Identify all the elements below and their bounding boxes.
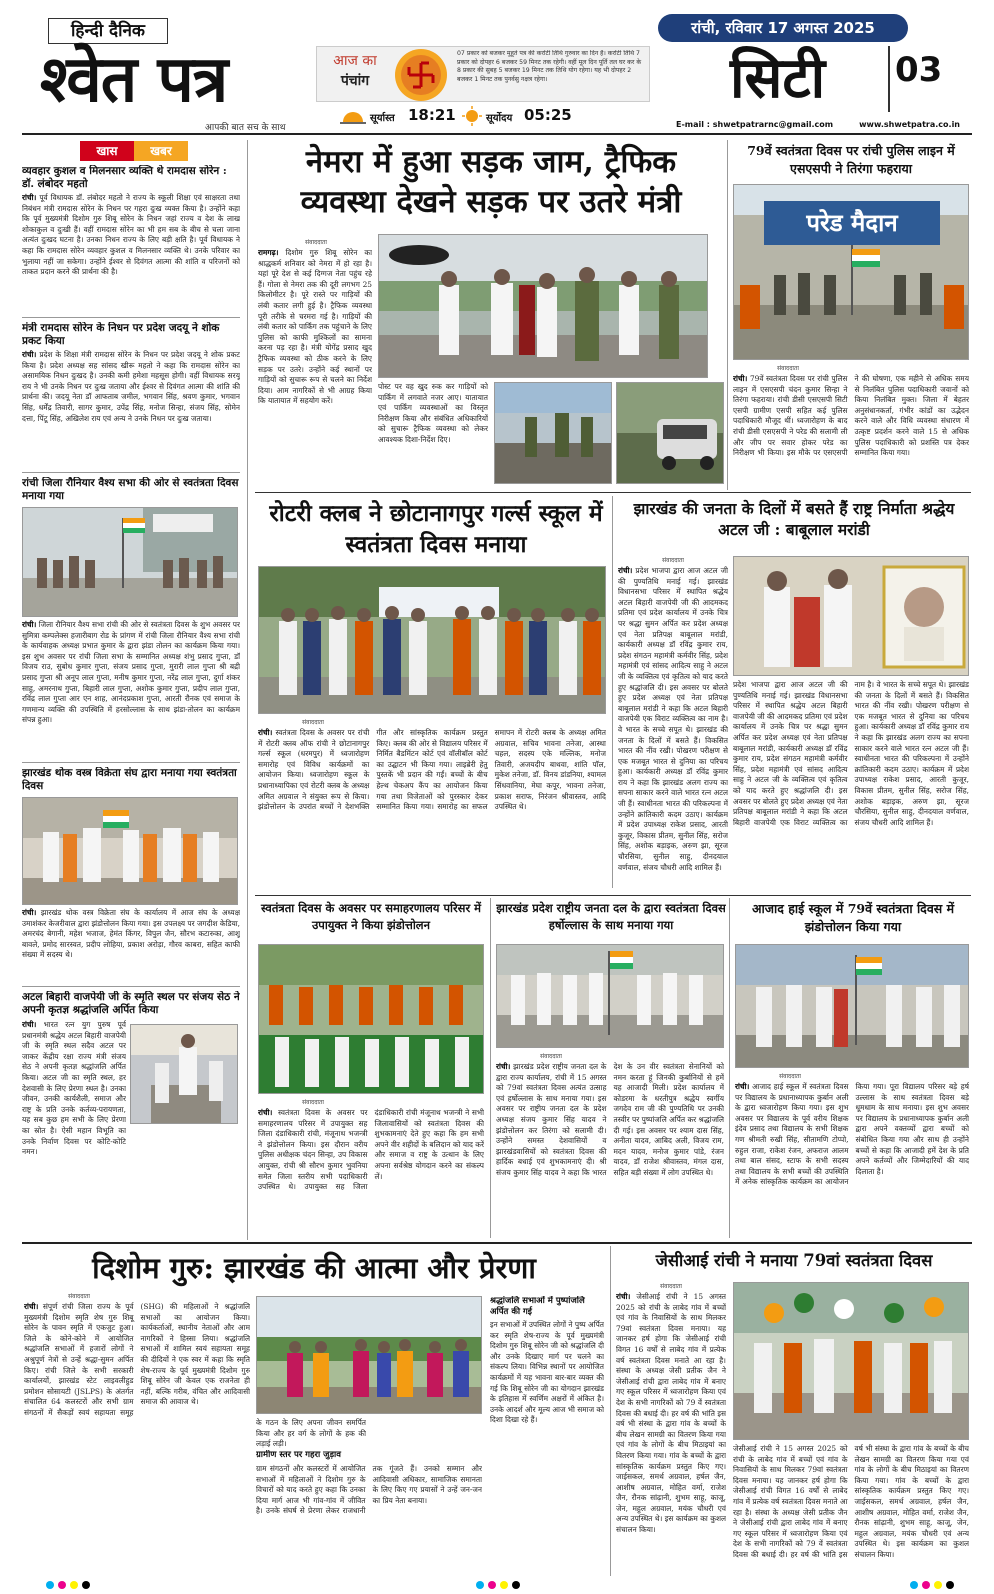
jci-dateline: रांची। bbox=[616, 1292, 631, 1301]
story-4-photo bbox=[22, 797, 238, 905]
dishom-text-4: इन सभाओं में उपस्थित लोगों ने पुष्प अर्पित कर स्मृति शेष-राज्य के पूर्व मुख्यमंत्री दिशोम गुरु शिबू सोरेन जी को श्रद्धांजलि दी और उनके दिखाए मार्ग पर चलने का संकल्प लिया। विभिन्न स्थानों पर आयोजित कार्यक्रमों में यह भावना बार-बार व्यक्त की गई कि शिबू सोरेन जी का योगदान झारखंड के इतिहास में स्वर्णिम अक्षरों में अंकित है। उनके आदर्श और मूल्य आज भी समाज को दिशा दिखा रहे हैं। bbox=[490, 1320, 604, 1425]
police-body bbox=[733, 374, 969, 484]
story-3-photo bbox=[22, 507, 238, 617]
section-name: सिटी bbox=[730, 46, 826, 111]
date-line: रांची, रविवार 17 अगस्त 2025 bbox=[658, 14, 908, 42]
samaharnalay-byline: संवाददाता bbox=[302, 1099, 324, 1106]
lead-photo-2 bbox=[494, 382, 612, 484]
story-4-body bbox=[22, 908, 240, 982]
lead-byline: संवाददाता bbox=[305, 239, 327, 246]
rjd-body bbox=[496, 1062, 724, 1234]
story-2-title: मंत्री रामदास सोरेन के निधन पर प्रदेश जदयू ने शोक प्रकट किया bbox=[22, 322, 220, 347]
mid-divider-2 bbox=[612, 496, 613, 888]
lead-title: नेमरा में हुआ सड़क जाम, ट्रैफिक व्यवस्था देखने सड़क पर उतरे मंत्री bbox=[300, 144, 682, 220]
dishom-byline: संवाददाता bbox=[68, 1293, 90, 1300]
story-3-text: जिला रौनियार वैश्य सभा रांची की ओर से स्वतंत्रता दिवस के शुभ अवसर पर सुमित्रा कम्पलेक्स हजारीबाग रोड के प्रांगण में रांची जिला रौनियार वैश्य सभा रांची के कार्यवाहक अध्यक्ष प्रभात कुमार के द्वारा झंडा तोलन का कार्यक्रम किया गया। इस शुभ अवसर पर रांची जिला सभा के सम्मानित अध्यक्ष शंभु प्रसाद गुप्ता, डॉ विजय राउ, सुबोध कुमार गुप्ता, संजय प्रसाद गुप्ता, मुरारी लाल गुप्ता श्री बद्री प्रसाद गुप्ता श्री अनूप लाल गुप्ता, मनीष कुमार गुप्ता, नरेंद्र लाल गुप्ता, दुर्गा शंकर साहु, अमरनाथ गुप्ता, बिहारी लाल गुप्ता, अशोक कुमार गुप्ता, प्रदीप लाल गुप्ता, रविंद्र लाल गुप्ता आर एन शाह, आनंदप्रकाश गुप्ता, आरती रौनक एवं समाज के गणमान्य व्यक्ति की उपस्थिति में हरसोल्लास के साथ झंडा-तोलन का कार्यक्रम संपन्न हुआ। bbox=[22, 620, 240, 725]
atal-dateline: रांची। bbox=[618, 566, 633, 575]
story-5-text: भारत रत्न युग पुरुष पूर्व प्रधानमंत्री श्रद्धेय अटल बिहारी वाजपेयी जी के स्मृति स्थल सदैव अटल पर जाकर केंद्रीय रक्षा राज्य मंत्री संजय सेठ ने अपनी कृतज्ञ श्रद्धांजलि अर्पित किया। अटल जी का स्मृति स्थल, हर देशवासी के लिए प्रेरणा स्थल है। उनका जीवन, उनकी कार्यशैली, समाज और राष्ट्र के प्रति उनके कर्तव्य-परायणता, यह सब कुछ हम सभी के लिए प्रेरणा का स्रोत है। ऐसी महान विभूति का उनके निर्वाण दिवस पर कोटि-कोटि नमन। bbox=[22, 1020, 126, 1157]
khas-label: खास bbox=[80, 141, 134, 161]
sunrise-label: सूर्योदय bbox=[486, 113, 513, 124]
jci-byline: संवाददाता bbox=[660, 1283, 682, 1290]
masthead bbox=[0, 0, 994, 140]
story-5-photo bbox=[130, 1024, 238, 1124]
azad-text: आजाद हाई स्कूल में स्वतंत्रता दिवस पर विद्यालय के प्रधानाध्यापक कुर्बान अली के द्वारा ध्वजारोहण किया गया। इस शुभ अवसर पर विद्यालय के पूर्व वरीय शिक्षक इंदेव प्रसाद तथा विद्यालय के सभी शिक्षक गण श्रीमती रुखी सिंह, सीतामणि टोप्पो, रुहुल राजा, राकेश रंजन, अफराज आलम तथा बाल संसद, स्टाफ के सभी सदस्य तथा विद्यालय के सभी बच्चों की उपस्थिति में अनेक सांस्कृतिक कार्यक्रम का आयोजन किया गया। पूरा विद्यालय परिसर बड़े हर्ष उल्लास के साथ स्वतंत्रता दिवस बड़े धूमधाम के साथ मनाया। इस शुभ अवसर पर विद्यालय के प्रधानाध्यापक कुर्बान अली द्वारा अपने वक्तव्यों द्वारा बच्चों को संबोधित किया गया और साथ ही उन्होंने बच्चों से कहा कि आजादी हमें देश के प्रति अपने कर्तव्यों और जिम्मेदारियों की याद दिलाता है। bbox=[735, 1082, 969, 1187]
story-1-text: पूर्व विधायक डॉ. लंबोदर महतो ने राज्य के स्कूली शिक्षा एवं साक्षरता तथा निबंधन मंत्री रामदास सोरेन के निधन पर गहरा दुःख व्यक्त किया है। उन्होंने कहा कि पूर्व मुख्यमंत्री दिशोम गुरु शिबू सोरेन के निधन जहां राज्य व देश के लाख शोकाकुल व दुःखी हैं। वहीं रामदास सोरेन का भी हम सब के बीच से चला जाना अत्यंत दुःखद घटना है। उनका निधन राज्य के लिए बड़ी क्षति है। पूर्व विधायक ने कहा कि रामदास सोरेन व्यवहार कुशल व मिलनसार व्यक्ति थे। उनके परिवार का भुलाया नहीं जा सकेगा। उन्होंने ईश्वर से दिवंगत आत्मा की शांति व परिजनों को ताकत प्रदान करने की प्रार्थना की है। bbox=[22, 193, 240, 277]
rotary-body bbox=[258, 728, 606, 888]
lead-text-1: दिशोम गुरु शिबू सोरेन का श्राद्धकर्म शनिवार को नेमरा में हो रहा है। यहां पूरे देश से कई दिग्गज नेता पहुंच रहे हैं। गोला से नेमरा तक की दूरी लगभग 25 किलोमीटर है। पूरे रास्ते पर गाड़ियों की लंबी कतार लगी हुई है। ट्रैफिक व्यवस्था पूरी तरीके से चरमरा गई है। गाड़ियों की लंबी कतार को पार्किंग तक पहुंचाने के लिए पुलिस को काफी मुश्किलों का सामना करना पड़ रहा है। मंत्री योगेंद्र प्रसाद खुद ट्रैफिक व्यवस्था को ठीक करने के लिए सड़क पर उतरे। उन्होंने कई स्थानों पर गाड़ियों को सुचारू रूप से चलने का निर्देश दिया। आम नागरिकों से भी आग्रह किया कि यातायात में सहयोग करें। bbox=[258, 248, 372, 406]
story-2-body bbox=[22, 350, 240, 468]
paper-label: हिन्दी दैनिक bbox=[48, 18, 168, 44]
center-right-divider bbox=[727, 140, 728, 490]
dishom-photo bbox=[256, 1296, 482, 1414]
mid-divider-4 bbox=[729, 898, 730, 1238]
dishom-text-2: के गठन के लिए अपना जीवन समर्पित किया और हर वर्ग के लोगों के हक की लड़ाई लड़ी। bbox=[256, 1418, 366, 1448]
registration-marks bbox=[40, 1580, 960, 1590]
dishom-title: दिशोम गुरु: झारखंड की आत्मा और प्रेरणा bbox=[92, 1251, 536, 1285]
rotary-dateline: रांची। bbox=[258, 728, 273, 737]
atal-body bbox=[618, 566, 728, 888]
page-divider bbox=[888, 46, 890, 112]
sunrise-time: 05:25 bbox=[524, 106, 572, 124]
paper-tagline: आपकी बात सच के साथ bbox=[205, 123, 286, 133]
azad-byline: संवाददाता bbox=[779, 1073, 801, 1080]
jci-body bbox=[616, 1292, 726, 1576]
story-4-dateline: रांची। bbox=[22, 908, 37, 917]
rjd-dateline: रांची। bbox=[496, 1062, 511, 1071]
rjd-photo bbox=[496, 944, 724, 1048]
jci-title: जेसीआई रांची ने मनाया 79वां स्वतंत्रता दिवस bbox=[655, 1251, 933, 1270]
rotary-byline: संवाददाता bbox=[302, 719, 324, 726]
atal-photo bbox=[733, 556, 969, 676]
story-1-body bbox=[22, 193, 240, 313]
lead-text-2: पोस्ट पर वह खुद रुक कर गाड़ियों को पार्किंग में लगवाते नजर आए। यातायात एवं पार्किंग व्यवस्थाओं का विस्तृत निरीक्षण किया और संबंधित अधिकारियों को सुचारू ट्रैफिक व्यवस्था को लेकर आवश्यक दिशा-निर्देश दिए। bbox=[378, 382, 488, 444]
mid-rule-2 bbox=[255, 895, 971, 896]
masthead-rule bbox=[22, 133, 972, 135]
atal-byline: संवाददाता bbox=[662, 557, 684, 564]
left-column-divider bbox=[247, 140, 248, 1240]
story-4-title: झारखंड थोक वस्त्र विक्रेता संघ द्वारा मनाया गया स्वतंत्रता दिवस bbox=[22, 767, 237, 792]
azad-dateline: रांची। bbox=[735, 1082, 750, 1091]
azad-title: आजाद हाई स्कूल में 79वें स्वतंत्रता दिवस में झंडोत्तोलन किया गया bbox=[751, 901, 955, 934]
story-4-text: झारखंड थोक वस्त्र विक्रेता संघ के कार्यालय में आज संघ के अध्यक्ष उमाशंकर केजरीवाल द्वारा झंडोत्तोलन किया गया। इस उपलक्ष्य पर जगदीश केडिया, अमरचंद बेगानी, महेश भजाज, हेमंत किंगर, विपुल जैन, सौरभ कटारुका, आशू बावले, प्रमोद सारस्वत, प्रदीप लोहिया, प्रकाश अरोड़ा, गौरव काबरा, सहित काफी संख्या में सदस्य थे। bbox=[22, 908, 240, 960]
jci-text-cont: जेसीआई रांची ने 15 अगस्त 2025 को रांची के लाबेद गांव में बच्चों एवं गांव के निवासियों के साथ मिलकर 79वां स्वतंत्रता दिवस मनाया। यह जानकर हर्ष होगा कि जेसीआई रांची विगत 16 वर्षों से लाबेद गांव में प्रत्येक वर्ष स्वतंत्रता दिवस मनाते आ रहा है। संस्था के अध्यक्ष जेसी प्रतीक जैन ने जेसीआई रांची द्वारा लाबेद गांव में बनाए गए स्कूल परिसर में ध्वजारोहण किया एवं देश के सभी नागरिकों को 79 वें स्वतंत्रता दिवस की बधाई दी। हर वर्ष की भांति इस वर्ष भी संस्था के द्वारा गांव के बच्चों के बीच लेखन सामग्री का वितरण किया गया एवं गांव के लोगों के बीच मिठाइयां का वितरण किया गया। गांव के बच्चों के द्वारा सांस्कृतिक कार्यक्रम प्रस्तुत किए गए। जाईसकल, समर्थ अग्रवाल, हर्षल जैन, आशीष अग्रवाल, मोहित वर्मा, राजेश जैन, रौनक सांढ़ानी, शुभम साहू, काजू, जेन, महुल अग्रवाल, मयंक चौधरी एवं अन्य उपस्थित थे। इस कार्यक्रम का कुशल संचालन किया। bbox=[733, 1444, 969, 1559]
story-5-dateline: रांची। bbox=[22, 1020, 37, 1029]
story-3-dateline: रांची। bbox=[22, 620, 37, 629]
story-2-dateline: रांची। bbox=[22, 350, 37, 359]
dishom-text-3: ग्राम संगठनों और कलस्टरों में आयोजित सभाओं में महिलाओं ने दिशोम गुरु के विचारों को याद करते हुए कहा कि उनका दिया मार्ग आज भी गांव-गांव में जीवित है। उनके संघर्ष से प्रेरणा लेकर राजधानी तक गूंजते हैं। उनको सम्मान और आदिवासी अधिकार, सामाजिक समानता के लिए किए गए प्रयासों ने उन्हें जन-जन का प्रिय नेता बनाया। bbox=[256, 1464, 482, 1516]
website: www.shwetpatra.co.in bbox=[859, 120, 960, 129]
dishom-body-4 bbox=[490, 1320, 604, 1576]
panchang-label-1: आज का bbox=[333, 53, 377, 69]
police-photo bbox=[733, 184, 969, 360]
samaharnalay-dateline: रांची। bbox=[258, 1108, 273, 1117]
email: E-mail : shwetpatrarnc@gmail.com bbox=[676, 120, 834, 129]
story-5-body bbox=[22, 1020, 126, 1170]
panchang-text: 07 प्रकार को बजकर मुहूर्त पत्र की करोंटी तिथि गुरुवार का दिन है। करोंटी तिथि 7 प्रकार को दोपहर 6 बजकर 59 मिनट तक रहेगी। वहीं मूल दिन पूर्ति तल घर कर के 8 प्रकार की सुबह 5 बजकर 19 मिनट तक तिथि योग रहेगा। यह भी दोपहर 2 बजकर 1 मिनट तक पुनर्वसु नक्षत्र रहेगा। bbox=[457, 50, 642, 83]
lead-photo-3 bbox=[616, 382, 724, 484]
story-2-text: प्रदेश के शिक्षा मंत्री रामदास सोरेन के निधन पर प्रदेश जदयू ने शोक प्रकट किया है। प्रदेश अध्यक्ष सह सांसद खीरू महतो ने कहा कि रामदास सोरेन का असामयिक निधन दुःखद है। उनकी कमी हमेशा महसूस होगी। वहीं विधायक सरयू राय ने भी उनके निधन पर दुःख जताया और ईश्वर से दिवंगत आत्मा की शांति की प्रार्थना की। जदयू नेता डॉ आफताब जमील, भगवान सिंह, श्रवण कुमार, भगवान सिंह, धर्मेंद्र तिवारी, सागर कुमार, उपेंद्र सिंह, मनोज सिन्हा, संजय सिंह, सोमेन दत्ता, पिंटू सिंह, अखिलेश राय एवं अन्य ने उनके निधन पर दुःख जताया। bbox=[22, 350, 240, 423]
dishom-subhead: ग्रामीण स्तर पर गहरा जुड़ाव bbox=[256, 1450, 341, 1460]
paper-name: श्वेत पत्र bbox=[40, 43, 228, 117]
jci-text: जेसीआई रांची ने 15 अगस्त 2025 को रांची के लाबेद गांव में बच्चों एवं गांव के निवासियों के साथ मिलकर 79वां स्वतंत्रता दिवस मनाया। यह जानकर हर्ष होगा कि जेसीआई रांची विगत 16 वर्षों से लाबेद गांव में प्रत्येक वर्ष स्वतंत्रता दिवस मनाते आ रहा है। संस्था के अध्यक्ष जेसी प्रतीक जैन ने जेसीआई रांची द्वारा लाबेद गांव में बनाए गए स्कूल परिसर में ध्वजारोहण किया एवं देश के सभी नागरिकों को 79 वें स्वतंत्रता दिवस की बधाई दी। हर वर्ष की भांति इस वर्ष भी संस्था के द्वारा गांव के बच्चों के बीच लेखन सामग्री का वितरण किया गया एवं गांव के लोगों के बीच मिठाइयां का वितरण किया गया। गांव के बच्चों के द्वारा सांस्कृतिक कार्यक्रम प्रस्तुत किए गए। जाईसकल, समर्थ अग्रवाल, हर्षल जैन, आशीष अग्रवाल, मोहित वर्मा, राजेश जैन, रौनक सांढ़ानी, शुभम साहू, काजू, जेन, महुल अग्रवाल, मयंक चौधरी एवं अन्य उपस्थित थे। इस कार्यक्रम का कुशल संचालन किया। bbox=[616, 1292, 726, 1535]
rjd-title: झारखंड प्रदेश राष्ट्रीय जनता दल के द्वारा स्वतंत्रता दिवस हर्षोल्लास के साथ मनाया गया bbox=[496, 901, 726, 932]
bottom-divider bbox=[610, 1246, 611, 1576]
lead-dateline: रामगढ़। bbox=[258, 248, 279, 257]
page-number: 03 bbox=[895, 50, 943, 90]
dishom-text-1: संपूर्ण रांची जिला राज्य के पूर्व मुख्यमंत्री दिशोम स्मृति शेष गुरु शिबू सोरेन के पावन स्मृति में एकजुट हुआ। जिले के कोने-कोने में आयोजित श्रद्धांजलि सभाओं में हजारों लोगों ने अश्रुपूर्ण नेत्रों से उन्हें श्रद्धा-सुमन अर्पित किए। रांची जिले के सभी सरकारी कार्यालयों, झारखंड स्टेट लाइवलीहुड प्रमोशन सोसायटी (JSLPS) के अंतर्गत संचालित 64 कलस्टरों और सभी ग्राम संगठनों में सैकड़ों स्वयं सहायता समूह (SHG) की महिलाओं ने श्रद्धांजलि सभाओं का आयोजन किया। कार्यकर्ताओं, स्थानीय नेताओं और आम नागरिकों ने हिस्सा लिया। श्रद्धांजलि सभाओं में शामिल स्वयं सहायता समूह की दीदियों ने एक स्वर में कहा कि स्मृति शेष-राज्य के पूर्व मुख्यमंत्री दिशोम गुरु शिबू सोरेन जी केवल एक राजनेता ही नहीं, बल्कि गरीब, वंचित और आदिवासी समाज की आवाज थे। bbox=[24, 1302, 250, 1417]
samaharnalay-title: स्वतंत्रता दिवस के अवसर पर समाहरणालय परिसर में उपायुक्त ने किया झंडोत्तोलन bbox=[260, 901, 482, 932]
samaharnalay-photo bbox=[258, 944, 484, 1094]
sunset-label: सूर्यास्त bbox=[370, 113, 395, 124]
story-1-title: व्यवहार कुशल व मिलनसार व्यक्ति थे रामदास सोरेन : डॉ. लंबोदर महतो bbox=[22, 165, 227, 190]
azad-body bbox=[735, 1082, 969, 1234]
police-title: 79वें स्वतंत्रता दिवस पर रांची पुलिस लाइन में एसएसपी ने तिरंगा फहराया bbox=[747, 143, 955, 176]
jci-body-continued bbox=[733, 1444, 969, 1576]
dishom-body-1 bbox=[24, 1302, 250, 1576]
samaharnalay-text: स्वतंत्रता दिवस के अवसर पर समाहरणालय परिसर में उपायुक्त सह जिला दंडाधिकारी रांची, मंजूनाथ भजन्त्री ने झंडोत्तोलन किया। इस दौरान वरीय पुलिस अधीक्षक चंदन सिन्हा, उप विकास आयुक्त, रांची श्री सौरभ कुमार भुवनिया समेत जिला स्तरीय सभी पदाधिकारी उपस्थित थे। उपायुक्त सह जिला दंडाधिकारी रांची मंजूनाथ भजन्त्री ने सभी जिलावासियों को स्वतंत्रता दिवस की शुभकामनाएं देते हुए कहा कि हम सभी अपने वीर शहीदों के बलिदान को याद करें और समाज व राष्ट्र के उत्थान के लिए अपना सर्वश्रेष्ठ योगदान करने का संकल्प लें। bbox=[258, 1108, 484, 1192]
rotary-photo bbox=[258, 566, 606, 714]
lead-body-col1 bbox=[258, 248, 372, 484]
dishom-body-3 bbox=[256, 1464, 482, 1576]
police-banner-text: परेड मैदान bbox=[806, 209, 898, 237]
mid-rule-1 bbox=[255, 492, 971, 493]
panchang-label-2: पंचांग bbox=[340, 73, 370, 89]
police-byline: संवाददाता bbox=[777, 365, 799, 372]
left-column bbox=[22, 165, 240, 1245]
azad-photo bbox=[735, 944, 969, 1068]
panchang-box bbox=[316, 46, 650, 102]
atal-body-continued bbox=[733, 680, 969, 888]
sunrise-icon bbox=[462, 106, 482, 126]
mid-divider-3 bbox=[490, 898, 491, 1238]
samaharnalay-body bbox=[258, 1108, 484, 1234]
sunset-time: 18:21 bbox=[408, 106, 456, 124]
sunset-icon bbox=[340, 106, 366, 126]
dishom-body-2 bbox=[256, 1418, 366, 1448]
bottom-rule bbox=[22, 1242, 972, 1244]
swastik-icon bbox=[389, 47, 453, 103]
police-text: 79वें स्वतंत्रता दिवस पर रांची पुलिस लाइन में एसएसपी चंदन कुमार सिन्हा ने तिरंगा फहराया। रांची डीसी एसएसपी सिटी एसपी ग्रामीण एसपी सहित कई पुलिस पदाधिकारी मौजूद थीं। ध्वजारोहण के बाद रांची डीसी एसएसपी ने परेड की सलामी ली और जीप पर सवार होकर परेड का निरीक्षण भी किया। इस मौके पर एसएसपी ने की घोषणा, एक महीने से अधिक समय से निलंबित पुलिस पदाधिकारी जवानों को किया निलंबित मुक्त। जिला में बेहतर अनुसंधानकर्ता, गंभीर कांडों का उद्भेदन करने वाले और विधि व्यवस्था संधारण में उत्कृष्ट प्रदर्शन करने वाले 15 से अधिक पुलिस पदाधिकारी को प्रशस्ति पत्र देकर सम्मानित किया गया। bbox=[733, 374, 969, 458]
story-3-title: रांची जिला रौनियार वैश्य सभा की ओर से स्वतंत्रता दिवस मनाया गया bbox=[22, 477, 239, 502]
story-5-title: अटल बिहारी वाजपेयी जी के स्मृति स्थल पर संजय सेठ ने अपनी कृतज्ञ श्रद्धांजलि अर्पित किया bbox=[22, 991, 240, 1016]
rjd-text: झारखंड प्रदेश राष्ट्रीय जनता दल के द्वारा राज्य कार्यालय, रांची में 15 अगस्त को 79वां स्वतंत्रता दिवस अत्यंत उत्साह एवं हर्षोल्लास के साथ मनाया गया। इस अवसर पर राष्ट्रीय जनता दल के प्रदेश अध्यक्ष संजय कुमार सिंह यादव ने झंडोत्तोलन कर तिरंगा को सलामी दी। उन्होंने समस्त देशवासियों व झारखंडवासियों को स्वतंत्रता दिवस की हार्दिक बधाई एवं शुभकामनाएं दी। श्री संजय कुमार सिंह यादव ने कहा कि भारत देश के उन वीर स्वतंत्रता सेनानियों को नमन करता हूं जिनकी कुर्बानियों से हमें यह आजादी मिली। प्रदेश कार्यालय में कोडरमा के धरतीपुत्र श्रद्धेय स्वर्गीय जगदेव राम जी की पुण्यतिथि पर उनकी तस्वीर पर पुष्पांजलि अर्पित कर श्रद्धांजलि दी गई। इस अवसर पर श्याम दास सिंह, अनीता यादव, आबिद अली, विजय राम, मदन यादव, मनोज कुमार पांडे, रंजन यादव, डॉ राजेश श्रीवास्तव, मंगल दास, सहित बड़ी संख्या में लोग उपस्थित थे। bbox=[496, 1062, 724, 1177]
khas-khabar-badge bbox=[80, 140, 190, 162]
story-3-body bbox=[22, 620, 240, 758]
rotary-title: रोटरी क्लब ने छोटानागपुर गर्ल्स स्कूल में स्वतंत्रता दिवस मनाया bbox=[269, 500, 603, 558]
police-dateline: रांची। bbox=[733, 374, 748, 383]
atal-text-cont: प्रदेश भाजपा द्वारा आज अटल जी की पुण्यतिथि मनाई गई। झारखंड विधानसभा परिसर में स्थापित श्रद्धेय अटल बिहारी वाजपेयी जी की आदमकद प्रतिमा एवं प्रदेश कार्यालय में उनके चित्र पर श्रद्धा सुमन अर्पित कर प्रदेश अध्यक्ष एवं नेता प्रतिपक्ष बाबूलाल मरांडी, कार्यकारी अध्यक्ष डॉ रविंद्र कुमार राय, प्रदेश संगठन महामंत्री कर्मवीर सिंह, प्रदेश महामंत्री एवं सांसद आदित्य साहु ने अटल जी के व्यक्तित्व एवं कृतित्व को याद करते हुए श्रद्धांजलि दी। इस अवसर पर बोलते हुए प्रदेश अध्यक्ष एवं नेता प्रतिपक्ष बाबूलाल मरांडी ने कहा कि अटल बिहारी वाजपेयी एक विराट व्यक्तित्व का नाम है। वे भारत के सच्चे सपूत थे। झारखंड की जनता के दिलों में बसते हैं। विकसित भारत की नींव रखी। पोखरण परीक्षण से एक मजबूत भारत से दुनिया का परिचय हुआ। कार्यकारी अध्यक्ष डॉ रविंद्र कुमार राय ने कहा कि झारखंड अलग राज्य का सपना साकार करने वाले भारत रत्न अटल जी हैं। स्वाधीनता भारत की परिकल्पना में उन्होंने क्रांतिकारी कदम उठाए। कार्यक्रम में प्रदेश उपाध्यक्ष राकेश प्रसाद, आरती कुजूर, विकास प्रीतम, सुनील सिंह, सरोज सिंह, अशोक बड़ाइक, अरुण झा, सूरज चौरसिया, सुनील साहु, दीनदयाल वर्णवाल, संजय चौधरी आदि शामिल हैं। bbox=[733, 680, 969, 827]
rotary-text: स्वतंत्रता दिवस के अवसर पर रांची में रोटरी क्लब ऑफ रांची ने छोटानागपुर गर्ल्स स्कूल (धरमपुर) में ध्वजारोहण समारोह एवं विविध कार्यक्रमों का आयोजन किया। ध्वजारोहण स्कूल के प्रधानाध्यापिका एवं रोटरी क्लब के अध्यक्ष अमित अग्रवाल ने संयुक्त रूप से किया। झंडोत्तोलन के उपरांत बच्चों ने देशभक्ति गीत और सांस्कृतिक कार्यक्रम प्रस्तुत किए। क्लब की ओर से विद्यालय परिसर में निर्मित बैडमिंटन कोर्ट एवं वॉलीबॉल कोर्ट का उद्घाटन भी किया गया। लाइब्रेरी हेतु पुस्तकें भी प्रदान की गईं। बच्चों के बीच हेल्थ चेकअप कैंप का आयोजन किया गया तथा विजेताओं को पुरस्कार देकर सम्मानित किया गया। समारोह का सफल समापन में रोटरी क्लब के अध्यक्ष अमित अग्रवाल, सचिव भावना तनेजा, आस्था चहल, सदस्य एके मल्लिक, मनोज तिवारी, अजयदीप बाथवा, शांति पॉल, मुकेश तनेजा, डॉ. विनय डांडनिया, श्यामल सिंधवानिया, मेघा कपूर, भावना तनेजा, प्रकाश सराफ, निरंजन श्रीवास्तव, आदि उपस्थित थे। bbox=[258, 728, 606, 812]
atal-text: प्रदेश भाजपा द्वारा आज अटल जी की पुण्यतिथि मनाई गई। झारखंड विधानसभा परिसर में स्थापित श्रद्धेय अटल बिहारी वाजपेयी जी की आदमकद प्रतिमा एवं प्रदेश कार्यालय में उनके चित्र पर श्रद्धा सुमन अर्पित कर प्रदेश अध्यक्ष एवं नेता प्रतिपक्ष बाबूलाल मरांडी, कार्यकारी अध्यक्ष डॉ रविंद्र कुमार राय, प्रदेश संगठन महामंत्री कर्मवीर सिंह, प्रदेश महामंत्री एवं सांसद आदित्य साहु ने अटल जी के व्यक्तित्व एवं कृतित्व को याद करते हुए श्रद्धांजलि दी। इस अवसर पर बोलते हुए प्रदेश अध्यक्ष एवं नेता प्रतिपक्ष बाबूलाल मरांडी ने कहा कि अटल बिहारी वाजपेयी एक विराट व्यक्तित्व का नाम है। वे भारत के सच्चे सपूत थे। झारखंड की जनता के दिलों में बसते हैं। विकसित भारत की नींव रखी। पोखरण परीक्षण से एक मजबूत भारत से दुनिया का परिचय हुआ। कार्यकारी अध्यक्ष डॉ रविंद्र कुमार राय ने कहा कि झारखंड अलग राज्य का सपना साकार करने वाले भारत रत्न अटल जी हैं। स्वाधीनता भारत की परिकल्पना में उन्होंने क्रांतिकारी कदम उठाए। कार्यक्रम में प्रदेश उपाध्यक्ष राकेश प्रसाद, आरती कुजूर, विकास प्रीतम, सुनील सिंह, सरोज सिंह, अशोक बड़ाइक, अरुण झा, सूरज चौरसिया, सुनील साहु, दीनदयाल वर्णवाल, संजय चौधरी आदि शामिल हैं। bbox=[618, 566, 728, 872]
rjd-byline: संवाददाता bbox=[540, 1053, 562, 1060]
dishom-sidehead: श्रद्धांजलि सभाओं में पुष्पांजलि अर्पित की गई bbox=[490, 1296, 585, 1317]
lead-body-col2 bbox=[378, 382, 488, 484]
story-1-dateline: रांची। bbox=[22, 193, 37, 202]
lead-photo-main bbox=[378, 234, 708, 378]
khabar-label: खबर bbox=[134, 141, 188, 161]
jci-photo bbox=[733, 1282, 969, 1440]
atal-title: झारखंड की जनता के दिलों में बसते हैं राष्ट्र निर्माता श्रद्धेय अटल जी : बाबूलाल मरांडी bbox=[633, 499, 955, 539]
dishom-dateline: रांची। bbox=[24, 1302, 39, 1311]
